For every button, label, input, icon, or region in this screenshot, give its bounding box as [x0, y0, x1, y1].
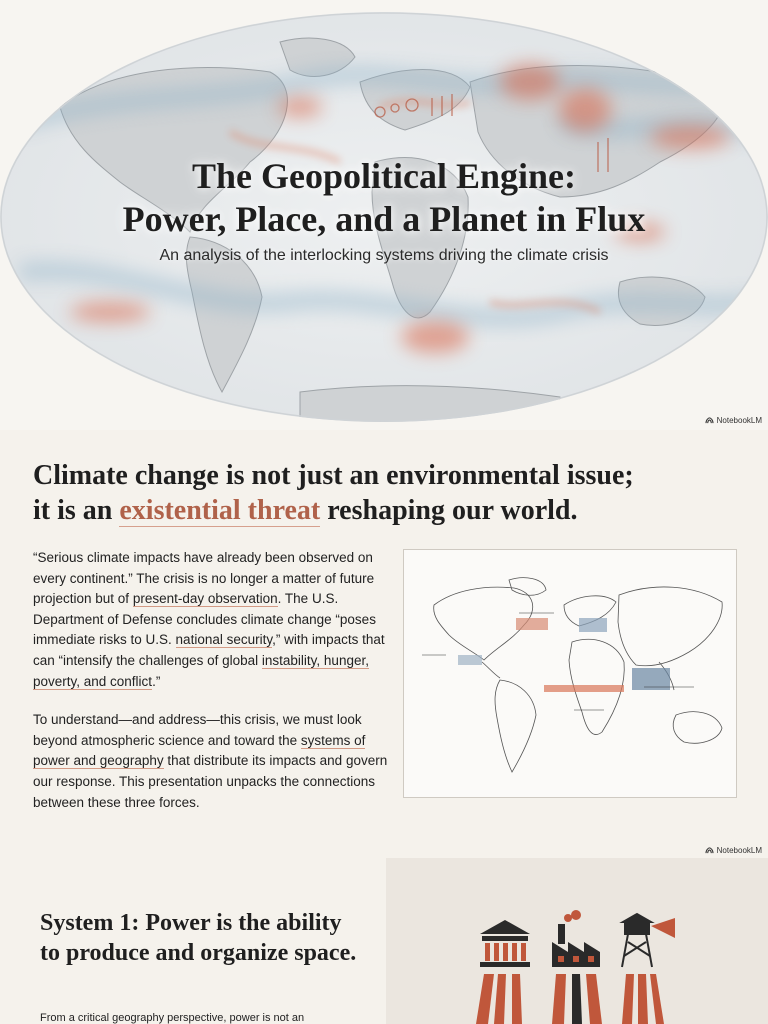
title-line-1: The Geopolitical Engine: [191, 156, 576, 196]
slide-body-start: From a critical geography perspective, power is not an [40, 1012, 305, 1024]
p2-text-a: To understand—and address—this crisis, we must look beyond atmospheric science and toward the [33, 712, 362, 748]
paragraph-2 [33, 710, 398, 813]
p1-text-d: .” [152, 673, 161, 689]
climate-threat-slide [0, 432, 768, 856]
slide-body [33, 548, 398, 831]
p1-text-c: ,” with impacts that can “intensify the challenges of global [33, 632, 385, 668]
title-line-2: Power, Place, and a Planet in Flux [122, 199, 646, 239]
p2-highlight-systems: systems of power and geography [33, 732, 366, 769]
p2-text-b: that distribute its impacts and govern our response. This presentation unpacks the connections between these three forces. [33, 753, 388, 810]
notebooklm-badge [705, 416, 762, 425]
headline-part-2: it is an [33, 495, 120, 526]
government-building-icon [480, 920, 530, 967]
world-outline-map [404, 550, 736, 797]
notebooklm-badge-2 [705, 846, 762, 855]
paragraph-1 [33, 548, 398, 692]
climate-impact-world-map [403, 549, 737, 798]
p1-text-b: . The U.S. Department of Defense concludes climate change “poses immediate risks to U.S. [33, 591, 376, 648]
badge-label: NotebookLM [716, 416, 762, 425]
notebooklm-icon [705, 417, 714, 424]
p1-text-a: “Serious climate impacts have already been observed on every continent.” The crisis is no longer a matter of future projection but of [33, 550, 375, 607]
presentation-subtitle: An analysis of the interlocking systems driving the climate crisis [159, 247, 609, 264]
watchtower-icon [622, 914, 675, 967]
p1-highlight-instability: instability, hunger, poverty, and conflict [33, 652, 369, 689]
factory-icon [552, 910, 600, 967]
presentation-title [0, 155, 768, 241]
badge-label: NotebookLM [716, 846, 762, 855]
headline-part-1: Climate change is not just an environmental issue; [33, 460, 634, 491]
p1-highlight-security: national security [175, 632, 273, 648]
power-system-slide [0, 858, 768, 1024]
title-slide [0, 0, 768, 430]
p1-highlight-observation: present-day observation [132, 591, 278, 607]
notebooklm-icon [705, 847, 714, 854]
headline-part-3: reshaping our world. [320, 495, 578, 526]
slide-headline: System 1: Power is the ability to produce and organize space. [40, 910, 357, 966]
headline-accent: existential threat [119, 495, 321, 526]
power-icons-illustration [460, 908, 700, 1024]
slide-headline [33, 458, 753, 528]
